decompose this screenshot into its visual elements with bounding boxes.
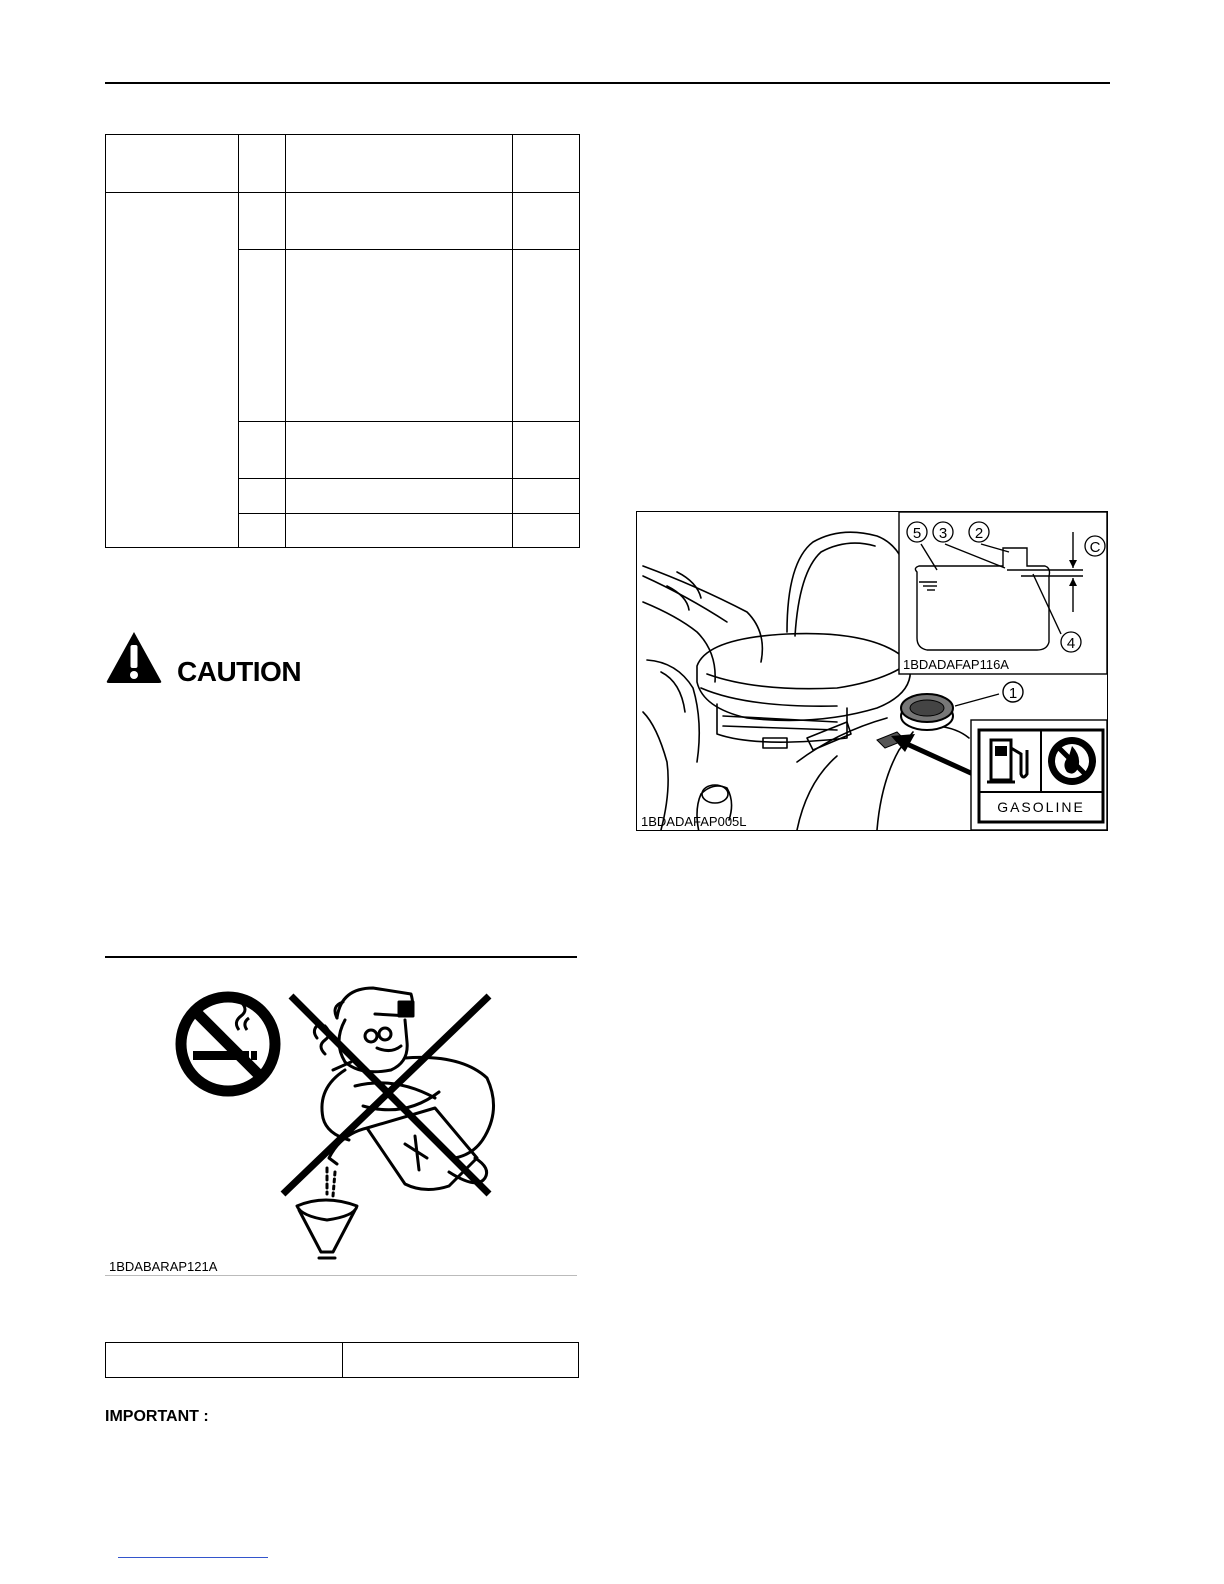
figure-caption: 1BDADAFAP005L bbox=[641, 814, 747, 829]
inset-caption: 1BDADAFAP116A bbox=[903, 657, 1009, 672]
callout-1: 1 bbox=[1008, 685, 1018, 702]
table-cell bbox=[285, 193, 513, 250]
callout-c: C bbox=[1089, 539, 1101, 556]
table-cell bbox=[239, 513, 286, 547]
table-cell bbox=[285, 513, 513, 547]
table-cell bbox=[106, 1343, 343, 1378]
table-cell bbox=[285, 135, 513, 193]
caution-heading bbox=[105, 630, 365, 686]
header-rule bbox=[105, 82, 1110, 84]
callout-5: 5 bbox=[912, 525, 922, 542]
no-smoking-icon bbox=[181, 997, 275, 1091]
table-cell bbox=[513, 421, 580, 478]
important-label: IMPORTANT : bbox=[105, 1408, 209, 1425]
table-cell bbox=[239, 135, 286, 193]
table-cell bbox=[239, 421, 286, 478]
figure-caption: 1BDABARAP121A bbox=[109, 1259, 218, 1274]
table-cell bbox=[106, 193, 239, 548]
gasoline-label: GASOLINE bbox=[997, 799, 1085, 815]
no-flame-icon bbox=[1048, 737, 1096, 785]
table-cell bbox=[239, 193, 286, 250]
table-cell bbox=[342, 1343, 579, 1378]
table-cell bbox=[513, 135, 580, 193]
table-cell bbox=[513, 250, 580, 421]
table-cell bbox=[285, 421, 513, 478]
table-cell bbox=[239, 478, 286, 513]
fuel-cap-drawing bbox=[901, 694, 953, 730]
table-cell bbox=[285, 478, 513, 513]
table-cell bbox=[513, 513, 580, 547]
gasoline-decal bbox=[979, 730, 1103, 822]
no-smoking-illustration bbox=[105, 958, 577, 1276]
fuel-tank-illustration bbox=[637, 512, 1107, 830]
no-smoking-figure bbox=[105, 956, 577, 1276]
callout-3: 3 bbox=[938, 525, 948, 542]
table-cell bbox=[513, 478, 580, 513]
warning-triangle-icon bbox=[105, 630, 163, 684]
caution-label: CAUTION bbox=[177, 656, 302, 687]
callout-2: 2 bbox=[974, 525, 984, 542]
table-cell bbox=[285, 250, 513, 421]
fuel-tank-figure bbox=[636, 511, 1108, 831]
fuel-table bbox=[105, 1342, 579, 1378]
table-cell bbox=[513, 193, 580, 250]
footer-link-rule bbox=[118, 1557, 268, 1558]
table-cell bbox=[239, 250, 286, 421]
callout-4: 4 bbox=[1066, 635, 1076, 652]
spec-table bbox=[105, 134, 580, 548]
table-cell bbox=[106, 135, 239, 193]
